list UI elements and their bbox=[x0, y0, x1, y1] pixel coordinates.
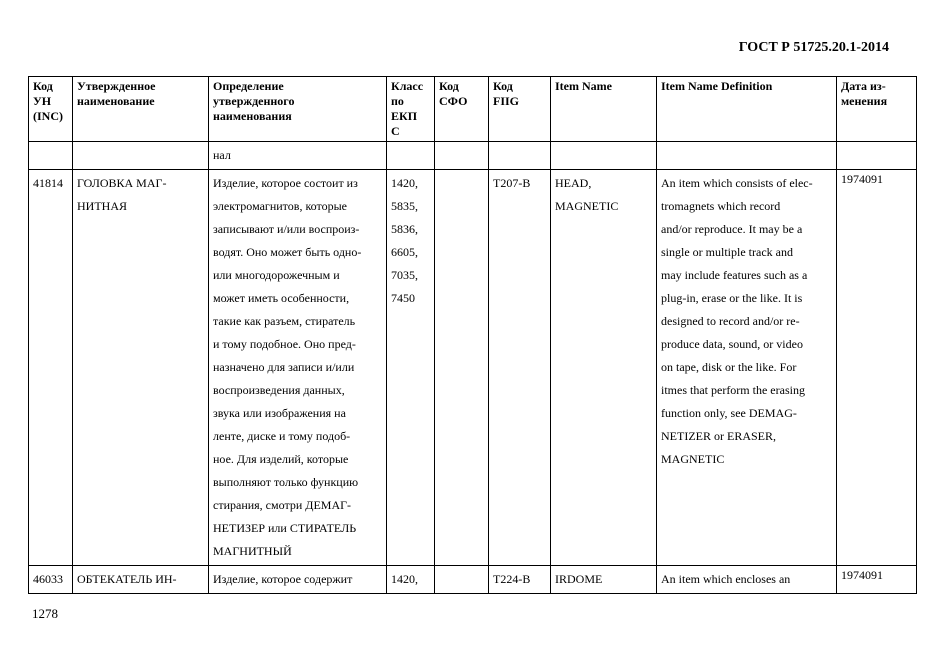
table-row-continuation bbox=[29, 142, 917, 170]
cell-line: Изделие, которое содержит bbox=[213, 572, 353, 586]
cell-line: 6605, bbox=[391, 245, 418, 259]
definition-ru-cell bbox=[209, 566, 387, 594]
change-date-cell: 1974091 bbox=[837, 566, 917, 594]
sfo-cell bbox=[435, 170, 489, 566]
cell-line: designed to record and/or re- bbox=[661, 314, 800, 328]
cell-line: IRDOME bbox=[555, 572, 603, 586]
cell-line: С bbox=[391, 124, 400, 138]
cell-line: on tape, disk or the like. For bbox=[661, 360, 797, 374]
cell-line: выполняют только функцию bbox=[213, 475, 359, 489]
cell-line: Код bbox=[493, 79, 513, 93]
cell-line: 7035, bbox=[391, 268, 418, 282]
class-cell bbox=[387, 170, 435, 566]
table-row bbox=[29, 170, 917, 566]
page-number: 1278 bbox=[32, 606, 58, 621]
header-class bbox=[387, 77, 435, 142]
cell-line: или многодорожечным и bbox=[213, 268, 340, 282]
cell-line: Изделие, которое состоит из bbox=[213, 176, 358, 190]
cell-line: ГОЛОВКА МАГ- bbox=[77, 176, 167, 190]
cell-line: Класс bbox=[391, 79, 424, 93]
cell-line: электромагнитов, которые bbox=[213, 199, 347, 213]
cell-line: and/or reproduce. It may be a bbox=[661, 222, 803, 236]
cell-line: single or multiple track and bbox=[661, 245, 793, 259]
table-row bbox=[29, 566, 917, 594]
cell-line: водят. Оно может быть одно- bbox=[213, 245, 362, 259]
item-name-cell bbox=[551, 566, 657, 594]
cell-line: HEAD, bbox=[555, 176, 592, 190]
item-name-cell bbox=[551, 170, 657, 566]
cell-line: менения bbox=[841, 94, 888, 108]
cell-line: 1420, bbox=[391, 176, 418, 190]
cell-line: Определение bbox=[213, 79, 284, 93]
cell-line: воспроизведения данных, bbox=[213, 383, 345, 397]
inc-cell: 41814 bbox=[29, 170, 73, 566]
change-date-cell: 1974091 bbox=[837, 170, 917, 566]
cell-line: назначено для записи и/или bbox=[213, 360, 355, 374]
header-name-definition-ru bbox=[209, 77, 387, 142]
definition-ru-cell bbox=[209, 170, 387, 566]
cell-line: MAGNETIC bbox=[555, 199, 619, 213]
header-inc bbox=[29, 77, 73, 142]
cell-line: Утвержденное bbox=[77, 79, 156, 93]
cell-line: наименование bbox=[77, 94, 155, 108]
cell-line: звука или изображения на bbox=[213, 406, 346, 420]
cell-line: УН bbox=[33, 94, 52, 108]
definition-en-cell bbox=[657, 170, 837, 566]
cell-line: ное. Для изделий, которые bbox=[213, 452, 349, 466]
header-sfo bbox=[435, 77, 489, 142]
document-code: ГОСТ Р 51725.20.1-2014 bbox=[738, 40, 889, 55]
cell-line: plug-in, erase or the like. It is bbox=[661, 291, 803, 305]
inc-cell: 46033 bbox=[29, 566, 73, 594]
cell-line: MAGNETIC bbox=[661, 452, 725, 466]
cell-line: НЕТИЗЕР или СТИРАТЕЛЬ bbox=[213, 521, 357, 535]
fiig-cell: T207-B bbox=[489, 170, 551, 566]
definition-ru-cell bbox=[209, 142, 387, 170]
cell-line: ленте, диске и тому подоб- bbox=[213, 429, 351, 443]
cell-line: itmes that perform the erasing bbox=[661, 383, 805, 397]
cell-line: (INC) bbox=[33, 109, 63, 123]
fiig-cell: T224-B bbox=[489, 566, 551, 594]
cell-line: ЕКП bbox=[391, 109, 418, 123]
cell-line: ОБТЕКАТЕЛЬ ИН- bbox=[77, 572, 177, 586]
cell-line: Item Name Definition bbox=[661, 79, 773, 93]
cell-line: нал bbox=[213, 148, 231, 162]
cell-line: function only, see DEMAG- bbox=[661, 406, 797, 420]
header-item-name bbox=[551, 77, 657, 142]
definition-en-cell bbox=[657, 566, 837, 594]
approved-name-cell bbox=[73, 566, 209, 594]
header-change-date bbox=[837, 77, 917, 142]
cell-line: МАГНИТНЫЙ bbox=[213, 544, 292, 558]
cell-line: и тому подобное. Оно пред- bbox=[213, 337, 356, 351]
cell-line: 1420, bbox=[391, 572, 418, 586]
sfo-cell bbox=[435, 566, 489, 594]
cell-line: produce data, sound, or video bbox=[661, 337, 803, 351]
cell-line: Код bbox=[33, 79, 53, 93]
cell-line: Дата из- bbox=[841, 79, 886, 93]
cell-line: 7450 bbox=[391, 291, 415, 305]
cell-line: tromagnets which record bbox=[661, 199, 781, 213]
header-fiig bbox=[489, 77, 551, 142]
cell-line: FIIG bbox=[493, 94, 520, 108]
approved-name-cell bbox=[73, 170, 209, 566]
cell-line: may include features such as a bbox=[661, 268, 808, 282]
cell-line: такие как разъем, стиратель bbox=[213, 314, 356, 328]
cell-line: утвержденного bbox=[213, 94, 295, 108]
header-item-name-definition bbox=[657, 77, 837, 142]
cell-line: 5835, bbox=[391, 199, 418, 213]
cell-line: стирания, смотри ДЕМАГ- bbox=[213, 498, 352, 512]
cell-line: An item which encloses an bbox=[661, 572, 791, 586]
cell-line: записывают и/или воспроиз- bbox=[213, 222, 360, 236]
cell-line: СФО bbox=[439, 94, 468, 108]
cell-line: наименования bbox=[213, 109, 292, 123]
table-header-row bbox=[29, 77, 917, 142]
cell-line: 5836, bbox=[391, 222, 418, 236]
cell-line: НИТНАЯ bbox=[77, 199, 127, 213]
cell-line: может иметь особенности, bbox=[213, 291, 350, 305]
class-cell bbox=[387, 566, 435, 594]
nomenclature-table bbox=[28, 76, 917, 594]
cell-line: Item Name bbox=[555, 79, 612, 93]
cell-line: по bbox=[391, 94, 404, 108]
cell-line: Код bbox=[439, 79, 459, 93]
cell-line: NETIZER or ERASER, bbox=[661, 429, 776, 443]
cell-line: An item which consists of elec- bbox=[661, 176, 813, 190]
header-approved-name bbox=[73, 77, 209, 142]
